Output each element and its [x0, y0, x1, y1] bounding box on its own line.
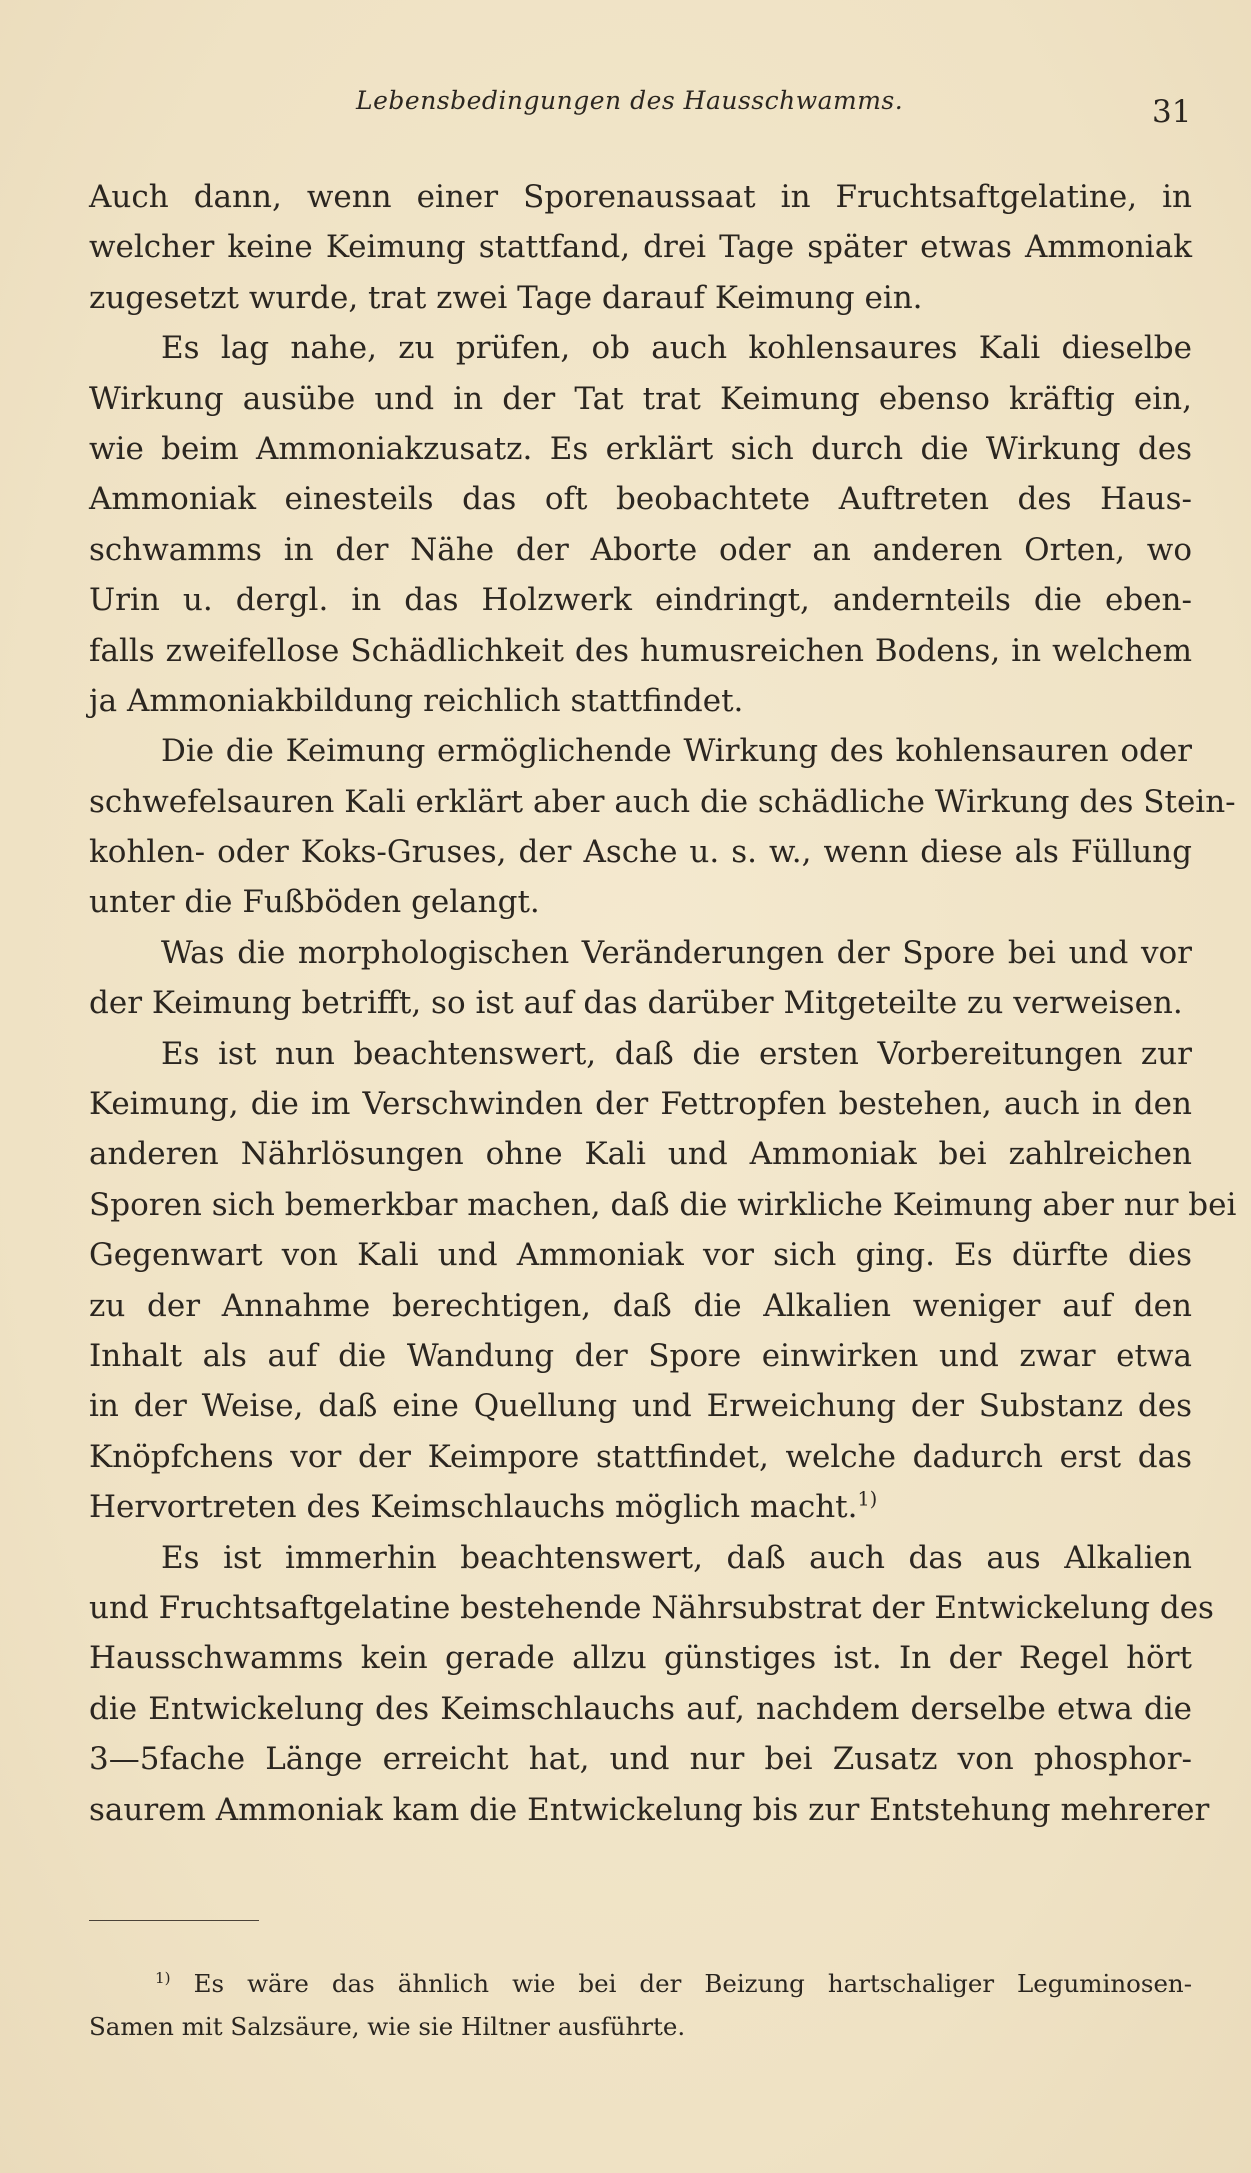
text-line: Wirkung ausübe und in der Tat trat Keimung ebenso kräftig ein,: [89, 380, 1192, 417]
footnote-marker: 1): [155, 1968, 171, 1987]
text-line: Auch dann, wenn einer Sporenaussaat in Fruchtsaftgelatine, in: [89, 179, 1192, 215]
text-line: Es lag nahe, zu prüfen, ob auch kohlensaures Kali dieselbe: [161, 330, 1192, 367]
text-line: wie beim Ammoniakzusatz. Es erklärt sich durch die Wirkung des: [89, 430, 1192, 467]
text-line: in der Weise, daß eine Quellung und Erweichung der Substanz des: [89, 1388, 1192, 1425]
text-line: Ammoniak einesteils das oft beobachtete Auftreten des Haus-: [89, 481, 1192, 518]
text-line: Inhalt als auf die Wandung der Spore einwirken und zwar etwa: [89, 1337, 1192, 1374]
running-head: Lebensbedingungen des Hausschwamms.: [356, 86, 904, 115]
text-line: schwamms in der Nähe der Aborte oder an anderen Orten, wo: [89, 531, 1192, 568]
text-line: schwefelsauren Kali erklärt aber auch die schädliche Wirkung des Stein-: [89, 783, 1236, 820]
text-line: [89, 1482, 1192, 1532]
footnote-reference[interactable]: 1): [857, 1487, 878, 1511]
text-line: Was die morphologischen Veränderungen der Spore bei und vor: [161, 934, 1192, 971]
text-line: welcher keine Keimung stattfand, drei Tage später etwas Ammoniak: [89, 229, 1192, 266]
text-line: zugesetzt wurde, trat zwei Tage darauf Keimung ein.: [89, 279, 923, 316]
footnote-text: Es wäre das ähnlich wie bei der Beizung hartschaliger Leguminosen-: [193, 1969, 1192, 1998]
text-line: Gegenwart von Kali und Ammoniak vor sich ging. Es dürfte dies: [89, 1237, 1192, 1274]
text-line: die Entwickelung des Keimschlauchs auf, nachdem derselbe etwa die: [89, 1690, 1192, 1727]
text-line: Urin u. dergl. in das Holzwerk eindringt, andernteils die eben-: [89, 582, 1192, 619]
text-line: Hausschwamms kein gerade allzu günstiges ist. In der Regel hört: [89, 1640, 1192, 1677]
text-line: falls zweifellose Schädlichkeit des humusreichen Bodens, in welchem: [89, 632, 1192, 669]
text-line: zu der Annahme berechtigen, daß die Alkalien weniger auf den: [89, 1287, 1192, 1324]
text-line: Es ist immerhin beachtenswert, daß auch das aus Alkalien: [161, 1539, 1192, 1576]
text-line: saurem Ammoniak kam die Entwickelung bis zur Entstehung mehrerer: [89, 1791, 1210, 1828]
text-line: Keimung, die im Verschwinden der Fettropfen bestehen, auch in den: [89, 1086, 1192, 1123]
text-line: der Keimung betrifft, so ist auf das darüber Mitgeteilte zu verweisen.: [89, 985, 1183, 1022]
text-line-content: Hervortreten des Keimschlauchs möglich macht.: [89, 1489, 858, 1526]
text-line: und Fruchtsaftgelatine bestehende Nährsubstrat der Entwickelung des: [89, 1589, 1214, 1626]
text-line: 3—5fache Länge erreicht hat, und nur bei Zusatz von phosphor-: [89, 1741, 1192, 1778]
text-line: Knöpfchens vor der Keimpore stattfindet, welche dadurch erst das: [89, 1438, 1192, 1475]
footnote: [89, 1962, 1192, 2048]
text-line: Die die Keimung ermöglichende Wirkung des kohlensauren oder: [161, 733, 1192, 770]
text-line: Es ist nun beachtenswert, daß die ersten Vorbereitungen zur: [161, 1035, 1192, 1072]
text-line: Sporen sich bemerkbar machen, daß die wirkliche Keimung aber nur bei: [89, 1186, 1237, 1223]
text-line: ja Ammoniakbildung reichlich stattfindet.: [89, 682, 744, 719]
body-text: [89, 172, 1237, 1835]
text-line: anderen Nährlösungen ohne Kali und Ammoniak bei zahlreichen: [89, 1136, 1192, 1173]
footnote-line: Samen mit Salzsäure, wie sie Hiltner ausführte.: [89, 2012, 686, 2041]
footnote-divider: [89, 1920, 259, 1921]
text-line: kohlen- oder Koks-Gruses, der Asche u. s. w., wenn diese als Füllung: [89, 834, 1192, 871]
footnote-line: [89, 1962, 1192, 2005]
text-line: unter die Fußböden gelangt.: [89, 884, 540, 921]
page-number: 31: [1152, 94, 1192, 130]
